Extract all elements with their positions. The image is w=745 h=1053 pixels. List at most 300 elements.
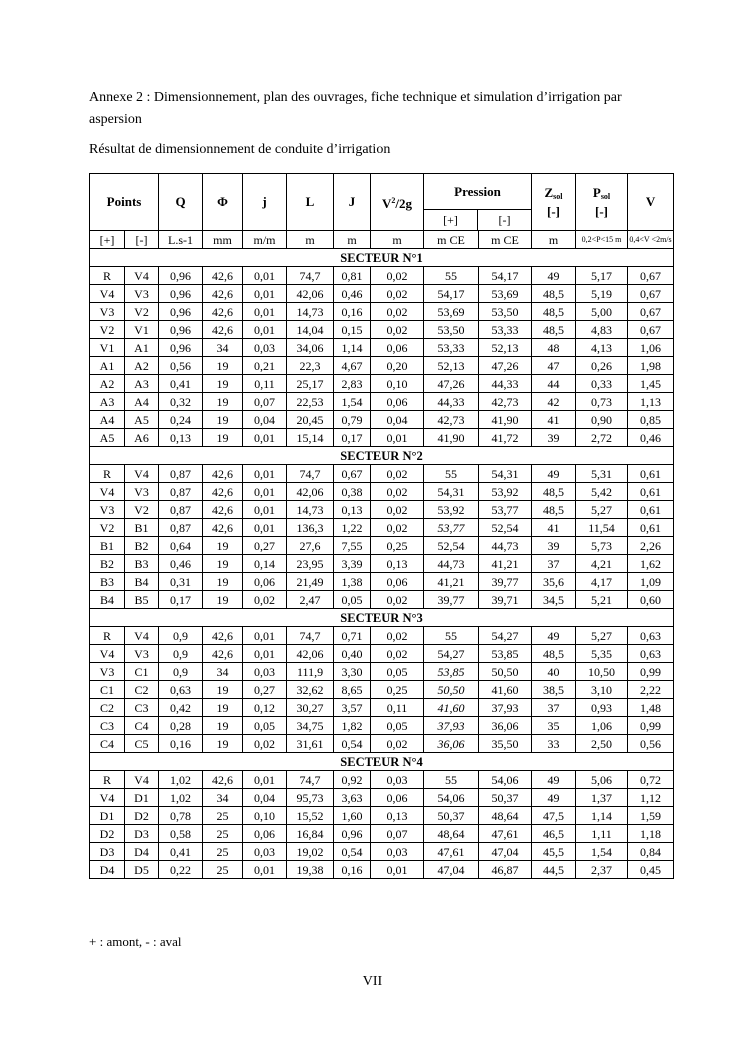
header-points: Points <box>90 174 159 231</box>
table-cell: 0,96 <box>159 339 203 357</box>
table-cell: 0,87 <box>159 465 203 483</box>
table-cell: 0,78 <box>159 807 203 825</box>
table-cell: 0,67 <box>628 267 674 285</box>
table-cell: 37,93 <box>424 717 479 735</box>
table-cell: A3 <box>125 375 159 393</box>
table-cell: 14,04 <box>287 321 334 339</box>
table-cell: A1 <box>90 357 125 375</box>
table-cell: 0,40 <box>334 645 371 663</box>
table-cell: 0,02 <box>371 303 424 321</box>
table-cell: R <box>90 627 125 645</box>
table-cell: 19 <box>203 393 243 411</box>
table-cell: V4 <box>90 285 125 303</box>
table-cell: 1,38 <box>334 573 371 591</box>
table-cell: 49 <box>532 789 576 807</box>
table-cell: V4 <box>90 645 125 663</box>
table-cell: 19 <box>203 573 243 591</box>
table-cell: A3 <box>90 393 125 411</box>
table-cell: C2 <box>125 681 159 699</box>
table-cell: B1 <box>125 519 159 537</box>
table-cell: D4 <box>125 843 159 861</box>
table-cell: 0,71 <box>334 627 371 645</box>
table-cell: 0,02 <box>371 483 424 501</box>
table-cell: V3 <box>125 285 159 303</box>
table-cell: 49 <box>532 267 576 285</box>
table-cell: 47,04 <box>479 843 532 861</box>
table-cell: 42,6 <box>203 321 243 339</box>
table-cell: 0,14 <box>243 555 287 573</box>
table-cell: 42,6 <box>203 645 243 663</box>
table-cell: 54,17 <box>424 285 479 303</box>
table-cell: 19 <box>203 699 243 717</box>
sector-title: SECTEUR N°1 <box>90 249 674 267</box>
header-zsol-sub: sol <box>553 192 563 201</box>
table-cell: 0,31 <box>159 573 203 591</box>
table-cell: 2,83 <box>334 375 371 393</box>
table-cell: 37 <box>532 699 576 717</box>
sector-row <box>90 447 674 465</box>
table-row <box>90 627 674 645</box>
table-row <box>90 843 674 861</box>
table-cell: 0,63 <box>159 681 203 699</box>
table-cell: 0,02 <box>371 519 424 537</box>
table-cell: 32,62 <box>287 681 334 699</box>
table-cell: 1,11 <box>576 825 628 843</box>
table-cell: 14,73 <box>287 501 334 519</box>
table-cell: 0,01 <box>243 267 287 285</box>
table-cell: 2,50 <box>576 735 628 753</box>
table-cell: 34,75 <box>287 717 334 735</box>
table-cell: 0,61 <box>628 519 674 537</box>
table-cell: A4 <box>125 393 159 411</box>
table-cell: 33 <box>532 735 576 753</box>
table-cell: 39 <box>532 429 576 447</box>
table-cell: 0,01 <box>243 501 287 519</box>
table-cell: 42,6 <box>203 285 243 303</box>
table-cell: A1 <box>125 339 159 357</box>
table-row <box>90 789 674 807</box>
table-cell: 44,73 <box>424 555 479 573</box>
page-number: VII <box>362 974 383 989</box>
table-row <box>90 375 674 393</box>
table-cell: 4,13 <box>576 339 628 357</box>
table-cell: 136,3 <box>287 519 334 537</box>
table-cell: 2,26 <box>628 537 674 555</box>
table-cell: 19 <box>203 555 243 573</box>
table-cell: 0,33 <box>576 375 628 393</box>
table-cell: 3,63 <box>334 789 371 807</box>
table-cell: 1,02 <box>159 771 203 789</box>
table-cell: C1 <box>125 663 159 681</box>
table-cell: 4,83 <box>576 321 628 339</box>
units-row <box>90 231 674 249</box>
table-cell: 0,67 <box>628 285 674 303</box>
header-pression-up: [+] <box>443 213 458 227</box>
header-pression-down: [-] <box>477 210 531 230</box>
table-cell: 54,31 <box>424 483 479 501</box>
table-cell: 0,56 <box>159 357 203 375</box>
table-cell: 39 <box>532 537 576 555</box>
table-cell: 5,06 <box>576 771 628 789</box>
table-cell: 34 <box>203 663 243 681</box>
table-cell: B5 <box>125 591 159 609</box>
table-cell: V3 <box>90 303 125 321</box>
table-cell: 0,63 <box>628 645 674 663</box>
table-cell: 1,98 <box>628 357 674 375</box>
table-cell: 54,31 <box>479 465 532 483</box>
table-row <box>90 807 674 825</box>
table-cell: 47,61 <box>424 843 479 861</box>
table-cell: 19 <box>203 429 243 447</box>
table-cell: 1,22 <box>334 519 371 537</box>
table-cell: 53,77 <box>424 519 479 537</box>
table-cell: 53,50 <box>479 303 532 321</box>
table-cell: 15,14 <box>287 429 334 447</box>
table-cell: 41,21 <box>479 555 532 573</box>
table-cell: 53,92 <box>424 501 479 519</box>
table-cell: 36,06 <box>479 717 532 735</box>
table-cell: 0,11 <box>371 699 424 717</box>
table-cell: 0,41 <box>159 375 203 393</box>
table-cell: A5 <box>90 429 125 447</box>
table-cell: 49 <box>532 771 576 789</box>
table-cell: 0,11 <box>243 375 287 393</box>
table-cell: 0,07 <box>371 825 424 843</box>
unit-cell: mm <box>203 231 243 249</box>
table-cell: 0,99 <box>628 663 674 681</box>
table-cell: 42,6 <box>203 267 243 285</box>
table-cell: B3 <box>90 573 125 591</box>
table-cell: 39,77 <box>424 591 479 609</box>
table-cell: A6 <box>125 429 159 447</box>
table-cell: 1,09 <box>628 573 674 591</box>
table-cell: 1,60 <box>334 807 371 825</box>
table-cell: 34,06 <box>287 339 334 357</box>
table-cell: 48,5 <box>532 645 576 663</box>
table-cell: 0,05 <box>371 663 424 681</box>
table-cell: 5,35 <box>576 645 628 663</box>
table-cell: 37 <box>532 555 576 573</box>
sector-row <box>90 249 674 267</box>
table-cell: 5,42 <box>576 483 628 501</box>
table-cell: 25 <box>203 861 243 879</box>
table-row <box>90 645 674 663</box>
table-cell: 41,90 <box>424 429 479 447</box>
table-cell: V3 <box>125 645 159 663</box>
table-cell: 0,9 <box>159 645 203 663</box>
table-cell: 48,5 <box>532 483 576 501</box>
table-cell: B4 <box>90 591 125 609</box>
header-v2-v: V <box>382 195 392 211</box>
table-cell: 0,54 <box>334 735 371 753</box>
header-row <box>90 174 674 231</box>
table-cell: 53,92 <box>479 483 532 501</box>
header-pression-label: Pression <box>424 174 531 210</box>
table-cell: 16,84 <box>287 825 334 843</box>
table-cell: 53,85 <box>424 663 479 681</box>
table-cell: 48,5 <box>532 321 576 339</box>
header-psol-sub: sol <box>600 192 611 201</box>
table-cell: D2 <box>90 825 125 843</box>
table-cell: 0,42 <box>159 699 203 717</box>
annex-title: Annexe 2 : Dimensionnement, plan des ouvrages, fiche technique et simulation d’irrigation par aspersion <box>89 90 622 127</box>
table-cell: 0,61 <box>628 465 674 483</box>
table-cell: 1,18 <box>628 825 674 843</box>
table-cell: 41 <box>532 411 576 429</box>
table-cell: V1 <box>90 339 125 357</box>
table-cell: 19 <box>203 717 243 735</box>
table-row <box>90 465 674 483</box>
table-cell: 1,45 <box>628 375 674 393</box>
table-cell: 0,26 <box>576 357 628 375</box>
unit-cell: m <box>287 231 334 249</box>
unit-cell: m/m <box>243 231 287 249</box>
table-cell: C1 <box>90 681 125 699</box>
table-cell: 1,06 <box>576 717 628 735</box>
header-v2-rest: /2g <box>395 195 413 211</box>
table-cell: 47,26 <box>424 375 479 393</box>
table-cell: 39,71 <box>479 591 532 609</box>
table-cell: 0,16 <box>334 861 371 879</box>
table-cell: D1 <box>90 807 125 825</box>
table-cell: 42,6 <box>203 627 243 645</box>
table-cell: 19 <box>203 411 243 429</box>
table-cell: 0,93 <box>576 699 628 717</box>
unit-cell: m <box>532 231 576 249</box>
table-cell: 0,67 <box>628 321 674 339</box>
table-cell: 42,6 <box>203 771 243 789</box>
table-cell: 42,06 <box>287 645 334 663</box>
table-cell: 34 <box>203 789 243 807</box>
table-cell: 5,73 <box>576 537 628 555</box>
table-cell: 0,61 <box>628 501 674 519</box>
table-cell: 0,05 <box>334 591 371 609</box>
table-cell: 53,85 <box>479 645 532 663</box>
header-pression <box>424 174 532 231</box>
table-cell: 0,13 <box>371 807 424 825</box>
table-row <box>90 303 674 321</box>
header-zsol <box>532 174 576 231</box>
table-cell: 19 <box>203 537 243 555</box>
table-cell: 0,46 <box>159 555 203 573</box>
table-cell: 0,01 <box>243 303 287 321</box>
table-cell: 0,03 <box>371 843 424 861</box>
unit-cell: [+] <box>90 231 125 249</box>
table-cell: 0,10 <box>371 375 424 393</box>
table-cell: 0,04 <box>243 411 287 429</box>
table-cell: V2 <box>125 303 159 321</box>
table-cell: 38,5 <box>532 681 576 699</box>
table-cell: C5 <box>125 735 159 753</box>
table-cell: 4,17 <box>576 573 628 591</box>
table-cell: 42,06 <box>287 285 334 303</box>
sector-row <box>90 753 674 771</box>
table-cell: 7,55 <box>334 537 371 555</box>
table-cell: 0,02 <box>243 591 287 609</box>
table-cell: 0,02 <box>371 591 424 609</box>
table-cell: V2 <box>90 321 125 339</box>
table-cell: 0,01 <box>243 429 287 447</box>
table-cell: 0,45 <box>628 861 674 879</box>
table-cell: A2 <box>90 375 125 393</box>
table-cell: 42,73 <box>479 393 532 411</box>
table-cell: 0,24 <box>159 411 203 429</box>
table-cell: 0,02 <box>371 501 424 519</box>
table-cell: 27,6 <box>287 537 334 555</box>
table-cell: 8,65 <box>334 681 371 699</box>
table-cell: 0,01 <box>243 483 287 501</box>
table-cell: 48,64 <box>479 807 532 825</box>
unit-cell: [-] <box>125 231 159 249</box>
table-cell: 0,96 <box>159 285 203 303</box>
unit-cell: 0,2<P<15 m <box>576 231 628 249</box>
table-cell: 54,27 <box>479 627 532 645</box>
table-cell: 25 <box>203 807 243 825</box>
table-row <box>90 825 674 843</box>
table-cell: 0,06 <box>371 393 424 411</box>
table-cell: 44,73 <box>479 537 532 555</box>
table-cell: 0,03 <box>243 339 287 357</box>
table-cell: 0,01 <box>371 861 424 879</box>
table-cell: 53,69 <box>479 285 532 303</box>
table-cell: 0,64 <box>159 537 203 555</box>
table-cell: V2 <box>90 519 125 537</box>
table-cell: 0,16 <box>334 303 371 321</box>
table-cell: 0,13 <box>159 429 203 447</box>
table-cell: 2,22 <box>628 681 674 699</box>
table-row <box>90 735 674 753</box>
header-psol-p: P <box>592 185 601 200</box>
table-cell: 55 <box>424 771 479 789</box>
table-cell: 0,61 <box>628 483 674 501</box>
table-cell: 42,6 <box>203 501 243 519</box>
table-cell: 46,87 <box>479 861 532 879</box>
table-cell: 1,37 <box>576 789 628 807</box>
table-row <box>90 339 674 357</box>
table-cell: 5,00 <box>576 303 628 321</box>
unit-cell: 0,4<V <2m/s <box>628 231 674 249</box>
table-cell: 42,6 <box>203 519 243 537</box>
table-cell: 0,16 <box>159 735 203 753</box>
table-cell: 0,56 <box>628 735 674 753</box>
table-cell: A4 <box>90 411 125 429</box>
table-cell: 0,13 <box>334 501 371 519</box>
table-cell: 0,02 <box>371 285 424 303</box>
table-row <box>90 681 674 699</box>
table-cell: 21,49 <box>287 573 334 591</box>
table-cell: 1,14 <box>576 807 628 825</box>
table-cell: 0,01 <box>243 645 287 663</box>
table-cell: 1,48 <box>628 699 674 717</box>
table-cell: 47,04 <box>424 861 479 879</box>
table-cell: 50,50 <box>479 663 532 681</box>
table-cell: 0,67 <box>628 303 674 321</box>
table-cell: 42,6 <box>203 465 243 483</box>
table-cell: 11,54 <box>576 519 628 537</box>
table-cell: 41,90 <box>479 411 532 429</box>
table-cell: C2 <box>90 699 125 717</box>
table-cell: 41,60 <box>424 699 479 717</box>
table-cell: 48,64 <box>424 825 479 843</box>
table-cell: V4 <box>125 627 159 645</box>
unit-cell: m <box>334 231 371 249</box>
table-cell: 74,7 <box>287 627 334 645</box>
header-zsol-unit: [-] <box>547 204 561 219</box>
table-cell: 0,13 <box>371 555 424 573</box>
table-row <box>90 321 674 339</box>
table-cell: 0,01 <box>243 627 287 645</box>
table-cell: 0,02 <box>371 267 424 285</box>
table-cell: 0,90 <box>576 411 628 429</box>
table-cell: 52,54 <box>424 537 479 555</box>
table-cell: 45,5 <box>532 843 576 861</box>
unit-cell: m CE <box>424 231 479 249</box>
table-cell: 46,5 <box>532 825 576 843</box>
table-cell: 0,27 <box>243 537 287 555</box>
table-cell: D2 <box>125 807 159 825</box>
table-row <box>90 663 674 681</box>
table-cell: 10,50 <box>576 663 628 681</box>
sector-row <box>90 609 674 627</box>
table-cell: 3,30 <box>334 663 371 681</box>
table-cell: B3 <box>125 555 159 573</box>
table-row <box>90 501 674 519</box>
table-cell: 25 <box>203 843 243 861</box>
table-cell: 5,21 <box>576 591 628 609</box>
table-cell: 34,5 <box>532 591 576 609</box>
table-cell: 0,73 <box>576 393 628 411</box>
table-cell: C3 <box>125 699 159 717</box>
table-cell: 0,25 <box>371 537 424 555</box>
unit-cell: L.s-1 <box>159 231 203 249</box>
table-cell: 1,13 <box>628 393 674 411</box>
table-cell: 0,06 <box>243 825 287 843</box>
table-cell: 35 <box>532 717 576 735</box>
table-cell: R <box>90 465 125 483</box>
table-cell: 41,72 <box>479 429 532 447</box>
table-cell: 0,03 <box>243 663 287 681</box>
table-cell: 0,17 <box>159 591 203 609</box>
table-cell: 44 <box>532 375 576 393</box>
table-cell: A5 <box>125 411 159 429</box>
table-cell: 0,58 <box>159 825 203 843</box>
table-cell: 0,03 <box>243 843 287 861</box>
table-cell: B1 <box>90 537 125 555</box>
table-cell: V3 <box>90 501 125 519</box>
table-cell: 47,5 <box>532 807 576 825</box>
table-cell: 35,6 <box>532 573 576 591</box>
table-cell: 30,27 <box>287 699 334 717</box>
table-cell: 42,73 <box>424 411 479 429</box>
sector-title: SECTEUR N°3 <box>90 609 674 627</box>
table-cell: 44,5 <box>532 861 576 879</box>
table-cell: 1,54 <box>334 393 371 411</box>
table-cell: 42,6 <box>203 303 243 321</box>
table-cell: 0,79 <box>334 411 371 429</box>
table-cell: 19 <box>203 375 243 393</box>
table-cell: 19 <box>203 357 243 375</box>
table-cell: V4 <box>125 465 159 483</box>
table-cell: 0,32 <box>159 393 203 411</box>
table-cell: 54,17 <box>479 267 532 285</box>
table-cell: 50,37 <box>424 807 479 825</box>
table-cell: 36,06 <box>424 735 479 753</box>
legend-note: + : amont, - : aval <box>89 934 182 949</box>
table-row <box>90 591 674 609</box>
table-cell: 19 <box>203 681 243 699</box>
table-cell: 1,14 <box>334 339 371 357</box>
table-cell: 0,02 <box>371 321 424 339</box>
